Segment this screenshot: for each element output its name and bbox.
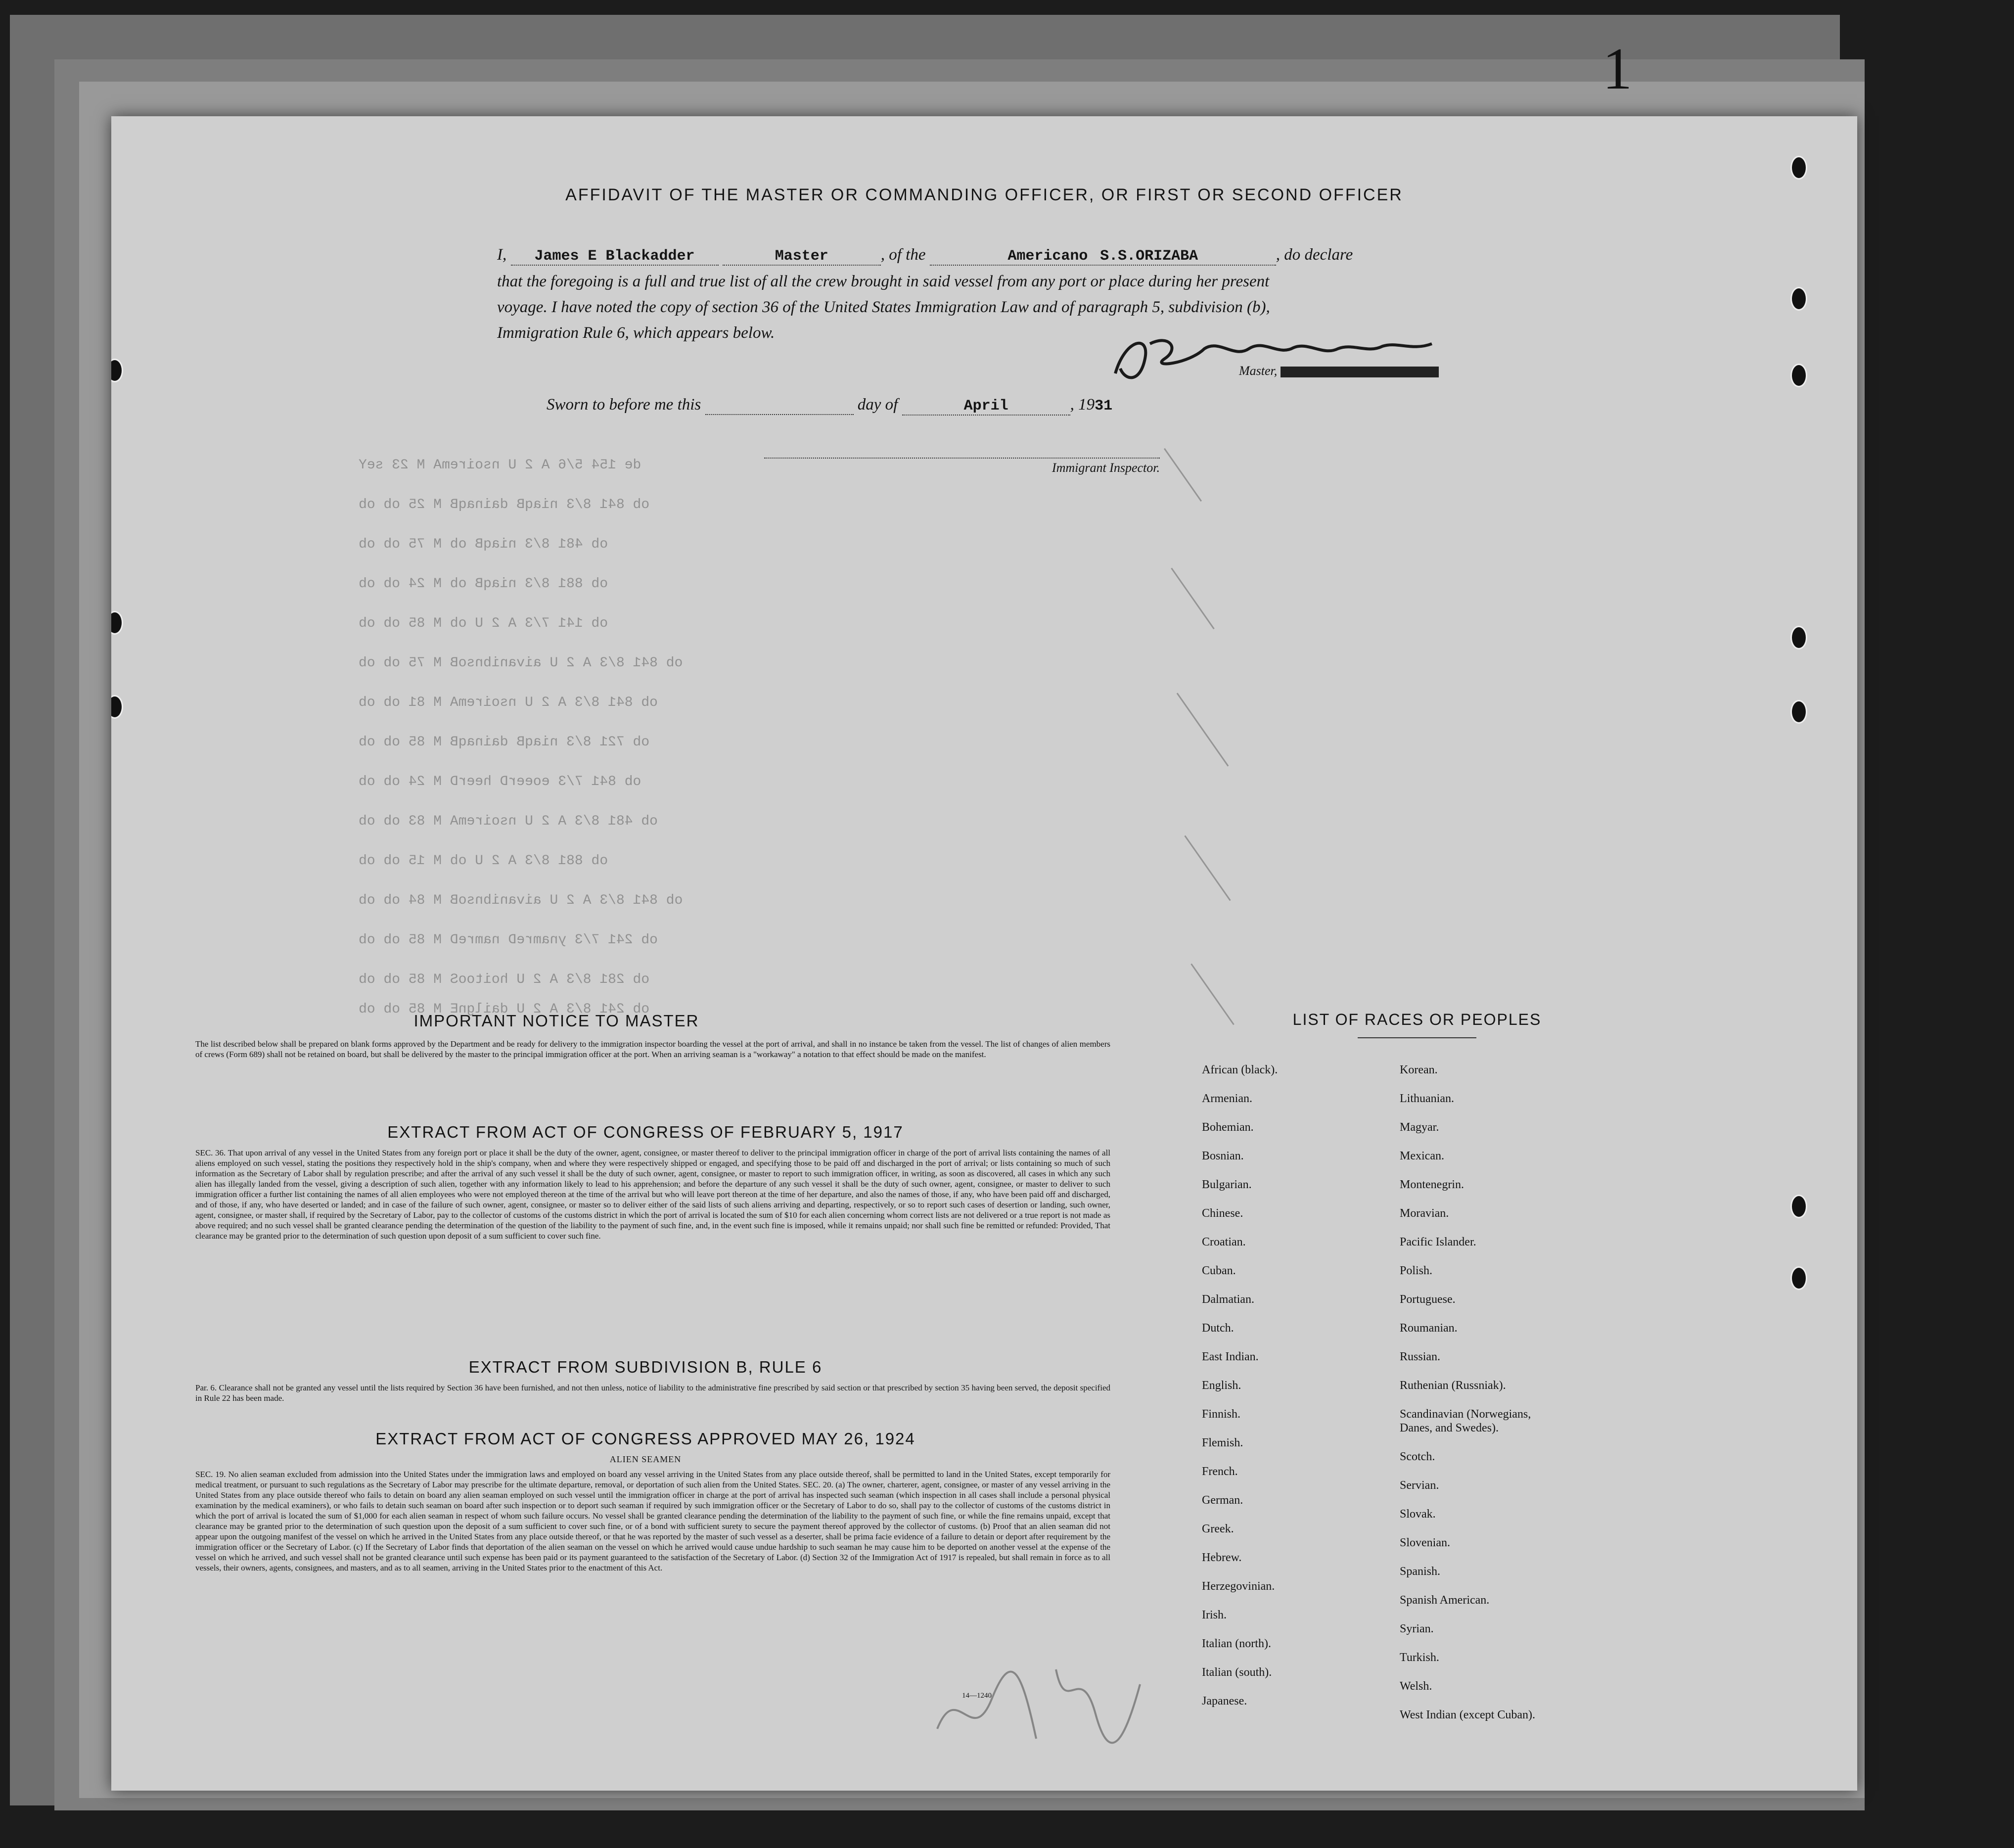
bleed-through-row: ob 141 7/3 A 2 U ob M 85 ob ob [359,616,608,631]
notice-title: IMPORTANT NOTICE TO MASTER [413,1012,699,1030]
master-name: James E Blackadder [534,248,695,265]
race-item: Italian (north). [1202,1637,1271,1650]
sworn-year: 31 [1095,398,1113,415]
bleed-through-row: ob 281 8/3 A 2 U hoitooS M 85 ob ob [359,972,650,987]
inspector-label: Immigrant Inspector. [1052,461,1160,475]
race-item: Hebrew. [1202,1551,1242,1564]
bleed-through-row: ob 841 8/3 niaqB dainaqB M 25 ob ob [359,497,650,512]
race-item: Bulgarian. [1202,1178,1252,1191]
race-item: Scandinavian (Norwegians, [1400,1408,1531,1421]
punch-hole [1790,1266,1807,1290]
vessel-field [930,246,1276,266]
race-item: Ruthenian (Russniak). [1400,1379,1506,1392]
race-item: Cuban. [1202,1264,1236,1277]
bleed-through-row: ob 481 8/3 niaqB ob M 75 ob ob [359,537,608,552]
race-item: Spanish American. [1400,1594,1490,1607]
race-item: Slovenian. [1400,1536,1450,1549]
declaration-line-4: Immigration Rule 6, which appears below. [497,324,775,342]
extract-1917-text: SEC. 36. That upon arrival of any vessel in the United States from any foreign port or place it shall be the duty of the owner, agent, consignee, or master thereof to deliver to the principal immigration officer in charge of the port of arrival lists containing the names of all aliens employed on such vessel, stating the positions they respectively hold in the ship's company, when and where they were respectively shipped or engaged, and specifying those to be paid off and discharged in the port of arrival; or lists containing so much of such information as the Secretary of Labor shall by regulation prescribe; and after the arrival of any such vessel it shall be the duty of such owner, agent, consignee, or master to report to such immigration officer, in writing, as soon as discovered, all cases in which any such alien has illegally landed from the vessel, giving a description of such alien, together with any information likely to lead to his apprehension; and before the departure of any such vessel it shall be the duty of such owner, agent, consignee, or master to deliver to such immigration officer a further list containing the names of all alien employees who were not employed thereon at the time of the arrival but who will leave port thereon at the time of her departure, and also the names of those, if any, who have been paid off and discharged, and of those, if any, who have deserted or landed; and in case of the failure of such owner, agent, consignee, or master so to deliver either of the said lists of such aliens arriving and departing, respectively, or so to report such cases of desertion or landing, such owner, agent, consignee, or master shall, if required by the Secretary of Labor, pay to the collector of customs of the customs district in which the port of arrival is located the sum of $10 for each alien concerning whom correct lists are not delivered or a true report is not made as above required; and no such vessel shall be granted clearance pending the determination of the question of the liability to the payment of such fine, and, in the event such fine is imposed, while it remains unpaid; nor shall such fine be remitted or refunded: Provided, That clearance may be granted prior to the determination of such question upon deposit of a sum sufficient to cover such fine. [195,1148,1110,1241]
race-item: Bosnian. [1202,1150,1244,1162]
race-item: Italian (south). [1202,1666,1272,1679]
punch-hole [111,611,123,635]
pencil-scribble [927,1640,1224,1768]
race-item: Magyar. [1400,1121,1439,1134]
race-item: Mexican. [1400,1150,1444,1162]
punch-hole [1790,626,1807,649]
race-item: Greek. [1202,1523,1234,1535]
do-declare-label: , do declare [1276,246,1353,264]
master-title-label [1239,364,1439,378]
sworn-day-field [705,396,854,415]
race-item: Irish. [1202,1609,1227,1621]
race-item: Spanish. [1400,1565,1441,1578]
vessel-nationality: Americano [1007,248,1088,265]
race-item: French. [1202,1465,1238,1478]
bleed-through-row: ob 841 8/3 A 2 U aivanibnsoB M 75 ob ob [359,655,683,671]
bleed-through-row: ob 841 8/3 A 2 U nsoiremA M 81 ob ob [359,695,658,710]
extract-rule6-title: EXTRACT FROM SUBDIVISION B, RULE 6 [468,1358,823,1376]
punch-hole [1790,287,1807,311]
pencil-tick [1164,448,1202,502]
pencil-tick [1190,964,1234,1025]
race-item: Welsh. [1400,1680,1432,1693]
race-item: Dalmatian. [1202,1293,1254,1306]
bleed-through-row: ob 481 8/3 A 2 U nsoiremA M 83 ob ob [359,814,658,829]
race-item: Croatian. [1202,1236,1246,1248]
notice-text: The list described below shall be prepared on blank forms approved by the Department and be ready for delivery to the immigration inspector boarding the vessel at the port of arrival, and shall in no instance be taken from the vessel. The list of changes of alien members of crews (Form 689) shall not be retained on board, but shall be delivered by the master to the principal immigration officer at the port. When an arriving seaman is a "workaway" a notation to that effect should be made on the manifest. [195,1039,1110,1059]
extract-1917-title: EXTRACT FROM ACT OF CONGRESS OF FEBRUARY 5, 1917 [387,1123,904,1141]
rank-field [723,246,881,266]
race-item: African (black). [1202,1063,1278,1076]
race-item: Scotch. [1400,1450,1435,1463]
year-prefix: , 19 [1070,396,1095,414]
punch-hole [1790,700,1807,724]
race-item: Slovak. [1400,1508,1436,1521]
race-item: Finnish. [1202,1408,1241,1421]
race-item: Turkish. [1400,1651,1439,1664]
declaration-line-2: that the foregoing is a full and true list of all the crew brought in said vessel from any port or place during her present [497,273,1270,290]
race-item: Dutch. [1202,1322,1234,1335]
page-number: 1 [1602,36,1632,101]
race-item: Chinese. [1202,1207,1243,1220]
race-item: West Indian (except Cuban). [1400,1709,1535,1721]
sworn-label: Sworn to before me this [547,396,701,414]
form-number: 14—1240 [962,1692,992,1700]
race-item: Syrian. [1400,1622,1434,1635]
race-item: Armenian. [1202,1092,1252,1105]
vessel-name: S.S.ORIZABA [1100,248,1198,265]
extract-1924-text: SEC. 19. No alien seaman excluded from admission into the United States under the immigration laws and employed on board any vessel arriving in the United States from any place outside thereof, shall be permitted to land in the United States, except temporarily for medical treatment, or pursuant to such regulations as the Secretary of Labor may prescribe for the ultimate departure, removal, or deportation of such alien from the United States. SEC. 20. (a) The owner, charterer, agent, consignee, or master of any vessel arriving in the United States from any place outside thereof who fails to detain on board any alien seaman employed on such vessel until the immigration officer in charge at the port of arrival has inspected such seaman (which inspection in all cases shall include a personal physical examination by the medical examiners), or who fails to detain such seaman on board after such inspection or to deport such seaman if required by such immigration officer or the Secretary of Labor to do so, shall pay to the collector of customs of the customs district in which the port of arrival is located the sum of $1,000 for each alien seaman in respect of whom such failure occurs. No vessel shall be granted clearance pending the determination of the liability to the payment of such fine, or while the fine remains unpaid, except that clearance may be granted prior to the determination of such question upon the deposit of a sum sufficient to cover such fine, or of a bond with sufficient surety to secure the payment thereof approved by the collector of customs. (b) Proof that an alien seaman did not appear upon the outgoing manifest of the vessel on which he arrived in the United States from any place outside thereof, or that he was reported by the master of such vessel as a deserter, shall be prima facie evidence of a failure to detain or deport after requirement by the immigration officer or the Secretary of Labor. (c) If the Secretary of Labor finds that deportation of the alien seaman on the vessel on which he arrived would cause undue hardship to such seaman he may cause him to be deported on another vessel at the expense of the vessel on which he arrived, and such vessel shall not be granted clearance until such expense has been paid or its payment guaranteed to the satisfaction of the Secretary of Labor. (d) Section 32 of the Immigration Act of 1917 is repealed, but shall remain in force as to all vessels, their owners, agents, consignees, and masters, and as to all seamen, arriving in the United States prior to the enactment of this Act. [195,1470,1110,1572]
race-item: East Indian. [1202,1350,1259,1363]
bleed-through-row: de 154 5/6 A 2 U nsoiremA M 23 seY [359,458,641,473]
race-item: Polish. [1400,1264,1433,1277]
master-rank: Master [775,248,828,265]
race-item: Portuguese. [1400,1293,1456,1306]
races-title-rule [1358,1037,1476,1038]
punch-hole [1790,156,1807,180]
race-item: Russian. [1400,1350,1441,1363]
pencil-tick [1177,693,1229,766]
race-item: Roumanian. [1400,1322,1458,1335]
bleed-through-row: ob 841 8/3 A 2 U aivanibnsoB M 84 ob ob [359,893,683,908]
bleed-through-row: ob 881 8/3 A 2 U ob M 15 ob ob [359,853,608,869]
punch-hole [1790,364,1807,387]
extract-1924-title: EXTRACT FROM ACT OF CONGRESS APPROVED MAY 26, 1924 [375,1430,915,1448]
pencil-tick [1171,568,1214,630]
race-item: Danes, and Swedes). [1400,1422,1499,1434]
master-label: Master, [1239,364,1278,378]
race-item: Pacific Islander. [1400,1236,1476,1248]
sworn-line [547,396,1190,416]
master-name-field [511,246,719,266]
bleed-through-row: ob 241 7/3 ynamreD namreD M 85 ob ob [359,932,658,948]
race-item: Korean. [1400,1063,1438,1076]
day-of-label: day of [857,396,898,414]
bleed-through-row: ob 721 8/3 niaqB dainaqB M 85 ob ob [359,735,650,750]
bleed-through-row: ob 241 8/3 A 2 U dailgnE M 85 ob ob [359,1002,650,1017]
race-item: Herzegovinian. [1202,1580,1275,1593]
sworn-month-field [902,396,1070,416]
punch-hole [111,695,123,719]
race-item: German. [1202,1494,1243,1507]
punch-hole [1790,1195,1807,1218]
declaration-i: I, [497,246,507,264]
bleed-through-row: ob 841 7/3 eoeerD heerD M 24 ob ob [359,774,641,789]
race-item: English. [1202,1379,1241,1392]
of-the-label: , of the [880,246,926,264]
extract-1924-subtitle: ALIEN SEAMEN [609,1454,682,1464]
race-item: Servian. [1400,1479,1439,1492]
inspector-line [764,458,1160,475]
sworn-month: April [963,398,1008,415]
extract-rule6-text: Par. 6. Clearance shall not be granted any vessel until the lists required by Section 36 have been furnished, and not then unless, notice of liability to the administrative fine prescribed by said section or that prescribed by section 35 having been served, the deposit specified in Rule 22 has been made. [195,1383,1110,1403]
race-item: Japanese. [1202,1695,1247,1708]
race-item: Moravian. [1400,1207,1449,1220]
document-page [111,116,1857,1791]
race-item: Lithuanian. [1400,1092,1454,1105]
race-item: Flemish. [1202,1436,1243,1449]
races-title: LIST OF RACES OR PEOPLES [1292,1011,1542,1028]
pencil-tick [1184,835,1231,901]
race-item: Montenegrin. [1400,1178,1464,1191]
declaration-line-1 [497,246,1575,266]
struck-out-title [1281,367,1439,377]
bleed-through-row: ob 881 8/3 niaqB ob M 24 ob ob [359,576,608,592]
affidavit-title: AFFIDAVIT OF THE MASTER OR COMMANDING OFFICER, OR FIRST OR SECOND OFFICER [565,185,1403,204]
punch-hole [111,359,123,382]
declaration-line-3: voyage. I have noted the copy of section 36 of the United States Immigration Law and of paragraph 5, subdivision (b), [497,298,1270,316]
race-item: Bohemian. [1202,1121,1254,1134]
